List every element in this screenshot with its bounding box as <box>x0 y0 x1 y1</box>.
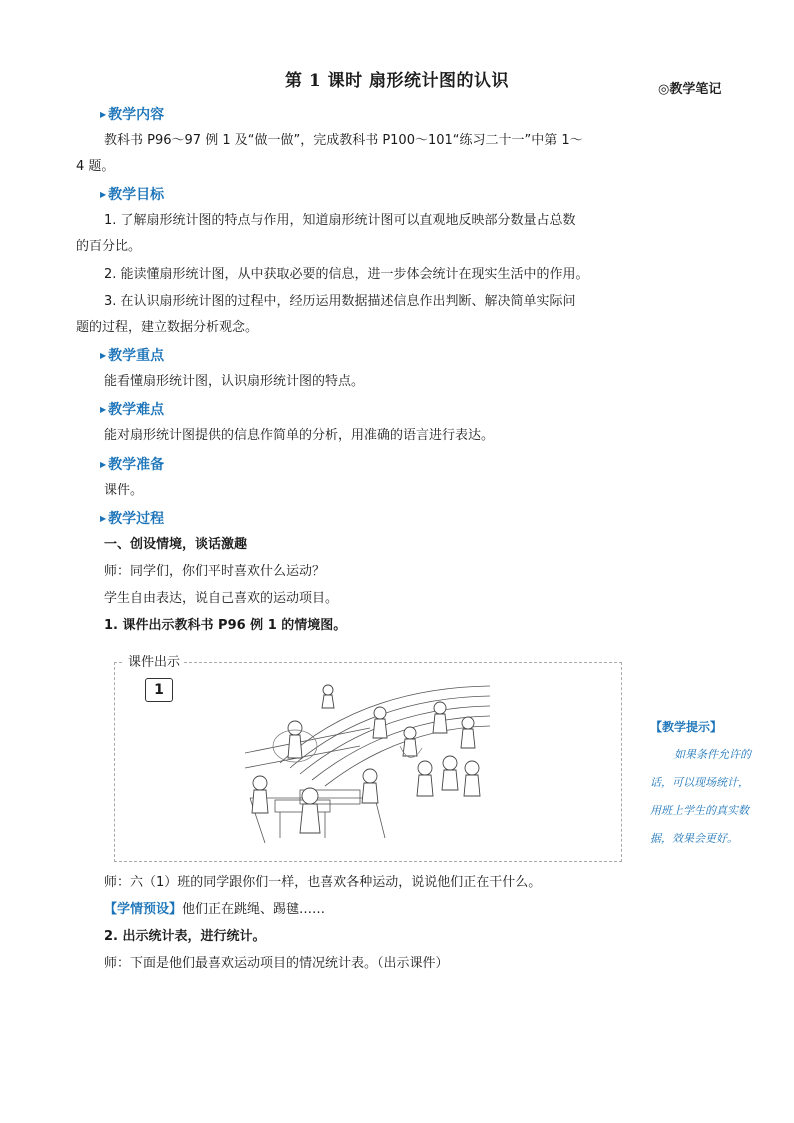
content-line-2: 4 题。 <box>76 159 115 174</box>
heading-content: ▶ 教学内容 <box>100 107 165 123</box>
difficulty-text: 能对扇形统计图提供的信息作简单的分析，用准确的语言进行表达。 <box>104 428 495 443</box>
triangle-icon: ▶ <box>100 405 107 414</box>
content-line-1: 教科书 P96～97 例 1 及“做一做”，完成教科书 P100～101“练习二十一”中第 1～ <box>104 133 583 148</box>
triangle-icon: ▶ <box>100 514 107 523</box>
triangle-icon: ▶ <box>100 351 107 360</box>
teaching-tip-title: 【教学提示】 <box>650 720 723 734</box>
teaching-tip-body <box>650 741 762 853</box>
heading-focus: ▶ 教学重点 <box>100 348 165 364</box>
process-answer-1: 学生自由表达，说自己喜欢的运动项目。 <box>104 591 339 606</box>
courseware-tab: 课件出示 <box>124 651 184 670</box>
tip-line-2: 话，可以现场统计， <box>650 776 749 789</box>
teaching-notes-label: ◎教学笔记 <box>658 82 722 97</box>
goal-2: 2. 能读懂扇形统计图，从中获取必要的信息，进一步体会统计在现实生活中的作用。 <box>104 267 589 282</box>
heading-prep: ▶ 教学准备 <box>100 457 165 473</box>
triangle-icon: ▶ <box>100 110 107 119</box>
heading-goals: ▶ 教学目标 <box>100 187 165 203</box>
example-number-badge: 1 <box>145 678 173 702</box>
tip-line-1: 如果条件允许的 <box>674 748 751 761</box>
process-part-1: 一、创设情境，谈话激趣 <box>104 537 248 552</box>
goal-3-line-2: 题的过程，建立数据分析观念。 <box>76 320 259 335</box>
triangle-icon: ▶ <box>100 190 107 199</box>
process-step-1: 1. 课件出示教科书 P96 例 1 的情境图。 <box>104 618 347 633</box>
tip-line-4: 据，效果会更好。 <box>650 832 738 845</box>
focus-text: 能看懂扇形统计图，认识扇形统计图的特点。 <box>104 374 365 389</box>
prep-text: 课件。 <box>104 483 144 498</box>
page-title: 第 1 课时 扇形统计图的认识 <box>284 71 510 91</box>
process-after-panel: 师：六（1）班的同学跟你们一样，也喜欢各种运动，说说他们正在干什么。 <box>104 875 542 890</box>
goal-1-line-2: 的百分比。 <box>76 239 142 254</box>
heading-process: ▶ 教学过程 <box>100 511 165 527</box>
triangle-icon: ▶ <box>100 460 107 469</box>
preset-tag: 【学情预设】 <box>104 902 183 917</box>
sports-scene-illustration <box>240 668 490 848</box>
heading-difficulty: ▶ 教学难点 <box>100 402 165 418</box>
preset-text: 他们正在跳绳、踢毽…… <box>182 902 326 917</box>
preset-line <box>104 897 614 923</box>
goal-3-line-1: 3. 在认识扇形统计图的过程中，经历运用数据描述信息作出判断、解决简单实际问 <box>104 294 576 309</box>
process-question-1: 师：同学们，你们平时喜欢什么运动？ <box>104 564 326 579</box>
process-step-2: 2. 出示统计表，进行统计。 <box>104 929 266 944</box>
goal-1-line-1: 1. 了解扇形统计图的特点与作用，知道扇形统计图可以直观地反映部分数量占总数 <box>104 213 576 228</box>
process-question-2: 师：下面是他们最喜欢运动项目的情况统计表。（出示课件） <box>104 956 449 971</box>
tip-line-3: 用班上学生的真实数 <box>650 804 749 817</box>
